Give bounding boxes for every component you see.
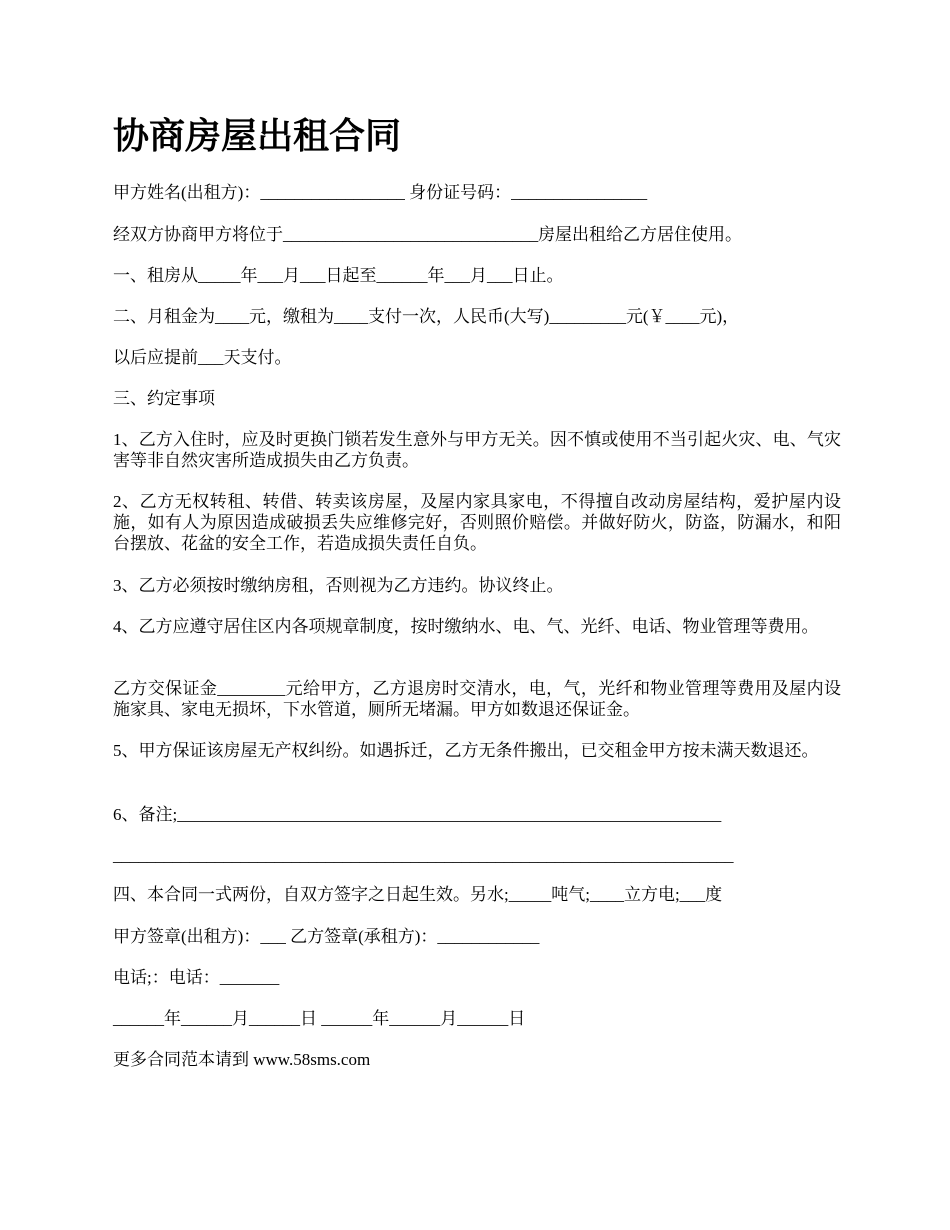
phone-line: 电话;：电话：_______ [113, 968, 280, 987]
signature-line: 甲方签章(出租方)：___ 乙方签章(承租方)：____________ [113, 927, 540, 946]
term-2-paragraph: 2、乙方无权转租、转借、转卖该房屋，及屋内家具家电，不得擅自改动房屋结构，爱护屋内设施，如有人为原因造成破损丢失应维修完好，否则照价赔偿。并做好防火，防盗，防漏水，和阳台摆放、花盆的安全工作，若造成损失责任自负。 [113, 492, 841, 553]
clause-3-heading: 三、约定事项 [113, 389, 215, 408]
clause-1-rental-period: 一、租房从_____年___月___日起至______年___月___日止。 [113, 266, 564, 285]
term-6-notes-line: 6、备注;________________________________________________________________ [113, 805, 722, 824]
date-line: ______年______月______日 ______年______月______日 [113, 1009, 526, 1028]
property-location-line: 经双方协商甲方将位于______________________________房屋出租给乙方居住使用。 [113, 225, 742, 244]
term-4-paragraph: 4、乙方应遵守居住区内各项规章制度，按时缴纳水、电、气、光纤、电话、物业管理等费用。 [113, 617, 819, 636]
notes-blank-line: _________________________________________________________________________ [113, 846, 734, 865]
clause-4-effectiveness: 四、本合同一式两份，自双方签字之日起生效。另水;_____吨气;____立方电;___度 [113, 885, 723, 904]
party-a-name-line: 甲方姓名(出租方)：_________________ 身份证号码：________________ [113, 183, 648, 202]
clause-2-advance-payment: 以后应提前___天支付。 [113, 348, 292, 367]
term-5-paragraph: 5、甲方保证该房屋无产权纠纷。如遇拆迁，乙方无条件搬出，已交租金甲方按未满天数退还。 [113, 741, 819, 760]
term-3-paragraph: 3、乙方必须按时缴纳房租，否则视为乙方违约。协议终止。 [113, 576, 564, 595]
document-title: 协商房屋出租合同 [113, 116, 402, 156]
deposit-paragraph: 乙方交保证金________元给甲方，乙方退房时交清水，电，气，光纤和物业管理等费用及屋内设施家具、家电无损坏，下水管道，厕所无堵漏。甲方如数退还保证金。 [113, 679, 841, 719]
term-1-paragraph: 1、乙方入住时，应及时更换门锁若发生意外与甲方无关。因不慎或使用不当引起火灾、电、气灾害等非自然灾害所造成损失由乙方负责。 [113, 430, 841, 470]
clause-2-monthly-rent: 二、月租金为____元，缴租为____支付一次，人民币(大写)_________元(￥____元)， [113, 307, 740, 326]
footer-more-templates: 更多合同范本请到 www.58sms.com [113, 1050, 371, 1069]
